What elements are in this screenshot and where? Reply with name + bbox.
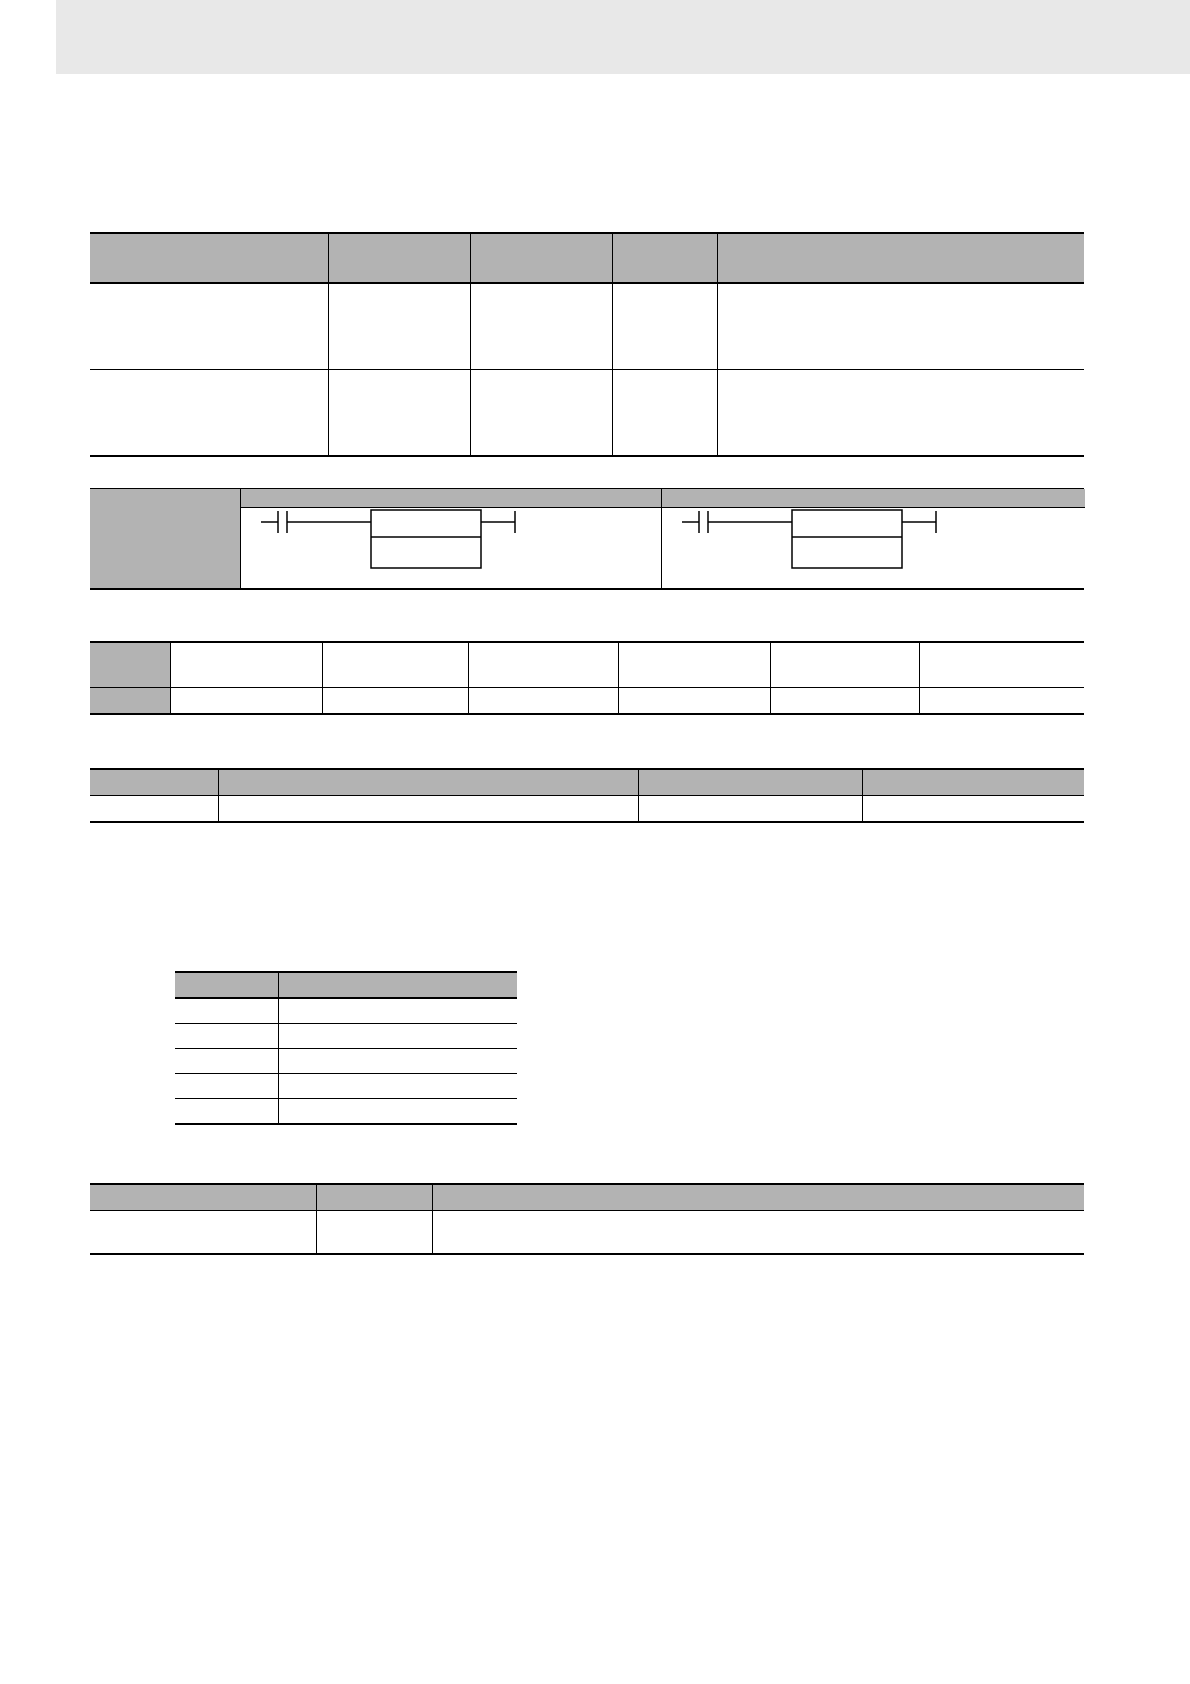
table-row bbox=[90, 796, 1084, 823]
table-cell bbox=[170, 642, 322, 688]
header-cell bbox=[328, 233, 470, 283]
table-row bbox=[175, 998, 517, 1024]
ladder-label-cell bbox=[90, 489, 240, 588]
table-cell bbox=[717, 370, 1084, 457]
ladder-panel-caption bbox=[241, 489, 662, 508]
ladder-diagram-right bbox=[662, 508, 1085, 588]
table-cell bbox=[170, 688, 322, 715]
table-header-row bbox=[175, 972, 517, 998]
table-cell bbox=[175, 1074, 278, 1099]
table-cell bbox=[218, 796, 638, 823]
table-cell bbox=[90, 370, 328, 457]
table-cell bbox=[919, 642, 1084, 688]
table-row bbox=[175, 1024, 517, 1049]
table-cell bbox=[90, 283, 328, 370]
table-cell bbox=[470, 370, 612, 457]
ladder-diagram-left bbox=[241, 508, 662, 588]
header-cell bbox=[90, 769, 218, 796]
table-cell bbox=[919, 688, 1084, 715]
ladder-panel-right bbox=[661, 489, 1085, 588]
row-header-cell bbox=[90, 642, 170, 688]
table-cell bbox=[468, 642, 618, 688]
instruction-summary-table bbox=[90, 232, 1084, 457]
table-cell bbox=[175, 998, 278, 1024]
row-header-cell bbox=[90, 688, 170, 715]
ladder-panel-left bbox=[240, 489, 662, 588]
table-cell bbox=[278, 1024, 517, 1049]
table-row bbox=[90, 370, 1084, 457]
table-row bbox=[90, 642, 1084, 688]
header-cell bbox=[432, 1184, 1084, 1211]
header-cell bbox=[862, 769, 1084, 796]
header-cell bbox=[90, 1184, 316, 1211]
header-cell bbox=[638, 769, 862, 796]
operands-table bbox=[90, 768, 1084, 823]
header-cell bbox=[717, 233, 1084, 283]
table-cell bbox=[322, 642, 468, 688]
table-cell bbox=[468, 688, 618, 715]
table-row bbox=[90, 688, 1084, 715]
header-cell bbox=[278, 972, 517, 998]
table-cell bbox=[278, 998, 517, 1024]
variants-table bbox=[90, 641, 1084, 715]
header-cell bbox=[612, 233, 717, 283]
table-cell bbox=[278, 1049, 517, 1074]
table-cell bbox=[90, 796, 218, 823]
header-cell bbox=[90, 233, 328, 283]
table-cell bbox=[175, 1099, 278, 1125]
header-cell bbox=[316, 1184, 432, 1211]
table-cell bbox=[175, 1024, 278, 1049]
table-cell bbox=[618, 642, 770, 688]
table-cell bbox=[175, 1049, 278, 1074]
table-cell bbox=[612, 283, 717, 370]
table-cell bbox=[90, 1211, 316, 1255]
table-row bbox=[175, 1099, 517, 1125]
table-cell bbox=[278, 1074, 517, 1099]
table-cell bbox=[638, 796, 862, 823]
table-cell bbox=[618, 688, 770, 715]
table-cell bbox=[322, 688, 468, 715]
table-cell bbox=[770, 642, 919, 688]
ladder-symbol-block bbox=[90, 488, 1084, 590]
table-cell bbox=[432, 1211, 1084, 1255]
table-row bbox=[175, 1074, 517, 1099]
table-row bbox=[175, 1049, 517, 1074]
table-cell bbox=[717, 283, 1084, 370]
header-cell bbox=[218, 769, 638, 796]
instruction-box bbox=[792, 510, 902, 568]
table-row bbox=[90, 1211, 1084, 1255]
header-cell bbox=[470, 233, 612, 283]
table-cell bbox=[328, 370, 470, 457]
table-cell bbox=[278, 1099, 517, 1125]
flags-table bbox=[90, 1183, 1084, 1255]
table-header-row bbox=[90, 233, 1084, 283]
specification-table bbox=[175, 971, 517, 1125]
table-cell bbox=[770, 688, 919, 715]
table-cell bbox=[328, 283, 470, 370]
table-row bbox=[90, 283, 1084, 370]
table-header-row bbox=[90, 769, 1084, 796]
ladder-panel-caption bbox=[662, 489, 1085, 508]
table-header-row bbox=[90, 1184, 1084, 1211]
instruction-box bbox=[371, 510, 481, 568]
table-cell bbox=[612, 370, 717, 457]
page-header-band bbox=[56, 0, 1190, 74]
header-cell bbox=[175, 972, 278, 998]
table-cell bbox=[316, 1211, 432, 1255]
table-cell bbox=[470, 283, 612, 370]
table-cell bbox=[862, 796, 1084, 823]
